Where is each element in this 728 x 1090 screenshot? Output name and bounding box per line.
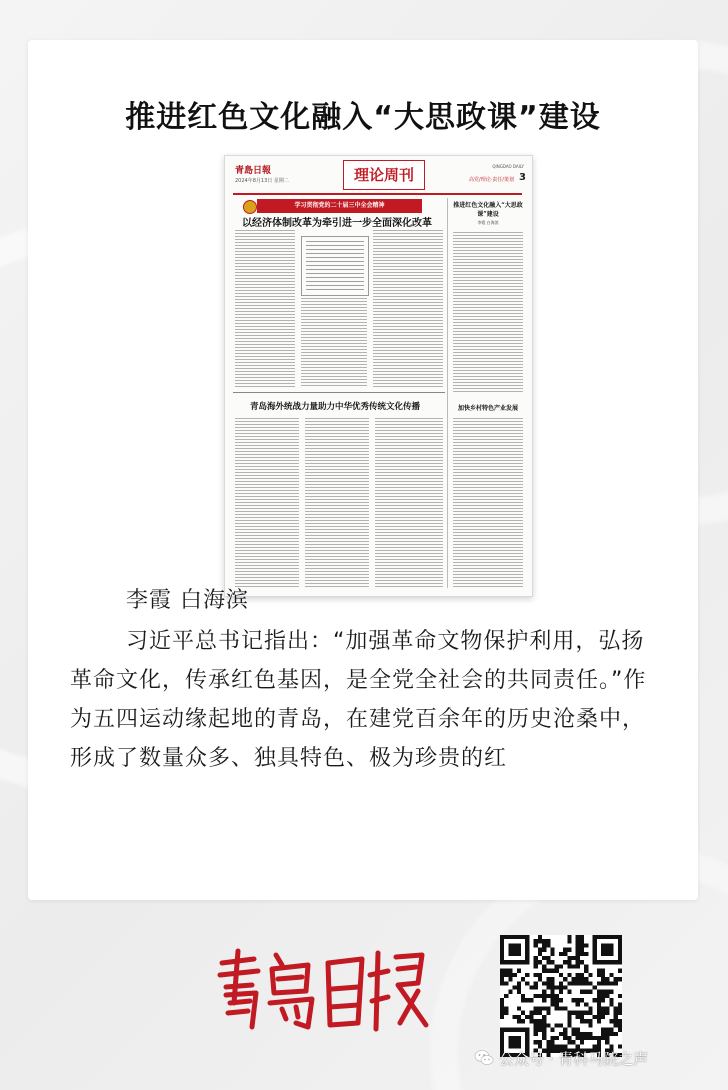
newspaper-text-column	[306, 241, 364, 291]
article-card	[28, 40, 698, 900]
newspaper-headline-second: 青岛海外统战力量助力中华优秀传统文化传播	[249, 402, 420, 412]
qingdao-daily-logo	[212, 945, 432, 1035]
wechat-icon	[474, 1049, 494, 1067]
newspaper-sidebar-title: 加快乡村特色产业发展	[457, 405, 518, 412]
newspaper-headline-main: 以经济体制改革为牵引进一步全面深化改革	[242, 218, 432, 229]
newspaper-sidebar-title: 推进红色文化融入“大思政课”建设	[453, 202, 523, 218]
newspaper-text-column	[375, 418, 443, 588]
newspaper-section-title: 理论周刊	[343, 160, 425, 190]
newspaper-text-column	[235, 418, 299, 588]
party-emblem-icon	[243, 200, 257, 214]
newspaper-boxed-quote	[301, 236, 369, 296]
newspaper-thumbnail[interactable]	[224, 155, 533, 597]
watermark-text: 公众号 · 青科马院之声	[499, 1049, 649, 1068]
newspaper-text-column	[235, 230, 295, 388]
newspaper-text-column	[453, 418, 523, 588]
newspaper-page-number: 3	[519, 172, 526, 183]
newspaper-text-column	[301, 298, 367, 388]
article-body: 习近平总书记指出：“加强革命文物保护利用，弘扬革命文化，传承红色基因，是全党全社会的共同责任。”作为五四运动缘起地的青岛，在建党百余年的历史沧桑中，形成了数量众多、独具特色、极为珍贵的红	[70, 629, 647, 771]
qr-code[interactable]	[500, 935, 622, 1057]
newspaper-english-name: QINGDAO DAILY	[492, 164, 524, 169]
newspaper-divider	[233, 392, 445, 393]
account-watermark	[474, 1047, 648, 1069]
newspaper-text-column	[453, 232, 523, 394]
newspaper-masthead: 青島日報	[235, 166, 272, 176]
newspaper-text-column	[373, 230, 443, 388]
newspaper-red-rule	[233, 193, 522, 195]
newspaper-banner: 学习贯彻党的二十届三中全会精神	[257, 199, 422, 213]
newspaper-divider	[447, 198, 448, 588]
newspaper-text-column	[305, 418, 369, 588]
article-title: 推进红色文化融入“大思政课”建设	[125, 100, 601, 135]
newspaper-page-tags: 高党/理论·责任/策划	[469, 177, 514, 183]
article-authors: 李霞 白海滨	[126, 588, 249, 613]
newspaper-date: 2024年8月13日 星期二	[235, 178, 289, 184]
newspaper-sidebar-authors: 李霞 白海滨	[477, 220, 499, 225]
